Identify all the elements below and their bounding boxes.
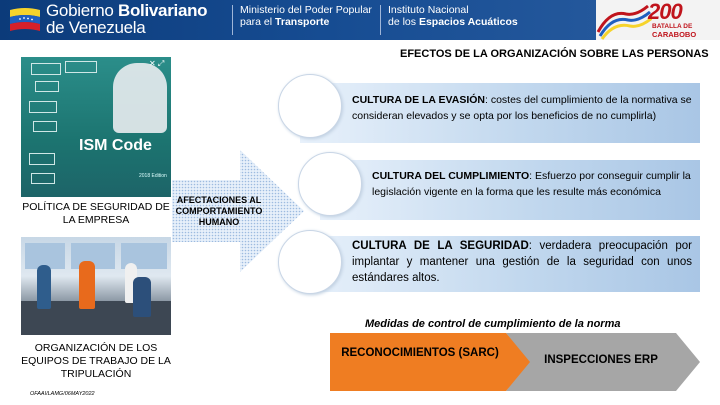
logo-year: 200 bbox=[648, 0, 682, 24]
recognitions-chevron bbox=[330, 333, 530, 391]
recognitions-label: RECONOCIMIENTOS (SARC) bbox=[341, 347, 499, 359]
ism-edition: 2018 Edition bbox=[139, 173, 167, 179]
inspections-label: INSPECCIONES ERP bbox=[544, 354, 658, 366]
culture-safety-text: CULTURA DE LA SEGURIDAD: verdadera preocupación por implantar y mantener una gestión de la seguridad con unos estándares altos. bbox=[352, 240, 692, 284]
page-title: EFECTOS DE LA ORGANIZACIÓN SOBRE LAS PERSONAS bbox=[400, 48, 709, 60]
ism-code-title: ISM Code bbox=[79, 137, 152, 154]
logo-line1: BATALLA DE bbox=[652, 23, 693, 30]
venezuela-flag-icon bbox=[8, 6, 42, 34]
arrow-label: AFECTACIONES AL COMPORTAMIENTO HUMANO bbox=[175, 195, 263, 227]
ministry-name: Ministerio del Poder Popular para el Transporte bbox=[240, 4, 372, 28]
culture-evasion-text: CULTURA DE LA EVASIÓN: costes del cumplimiento de la normativa se consideran elevados y se opta por los beneficios de no cumplirla) bbox=[352, 94, 692, 122]
flag-swoosh-icon bbox=[596, 0, 652, 40]
header-divider bbox=[380, 5, 381, 35]
caption-safety-policy: POLÍTICA DE SEGURIDAD DE LA EMPRESA bbox=[22, 201, 170, 226]
caption-crew-organization: ORGANIZACIÓN DE LOS EQUIPOS DE TRABAJO DE LA TRIPULACIÓN bbox=[21, 342, 171, 380]
culture-compliance-text: CULTURA DEL CUMPLIMIENTO: Esfuerzo por conseguir cumplir la legislación vigente en la forma que les resulte más económica bbox=[372, 170, 691, 198]
government-name-line2: de Venezuela bbox=[46, 18, 146, 37]
header-banner bbox=[0, 0, 720, 40]
government-name-line1: Gobierno Bolivariano bbox=[46, 1, 208, 20]
culture-circle bbox=[278, 230, 342, 294]
footer-reference: OFAAI/LAMG/06MAY2022 bbox=[30, 391, 95, 397]
culture-circle bbox=[278, 74, 342, 138]
institute-name: Instituto Nacional de los Espacios Acuáticos bbox=[388, 4, 518, 28]
culture-circle bbox=[298, 152, 362, 216]
logo-line2: CARABOBO bbox=[652, 30, 697, 39]
expand-icon: ✕ ⤢ bbox=[149, 59, 165, 68]
measures-title: Medidas de control de cumplimiento de la norma bbox=[365, 318, 621, 330]
bridge-crew-image bbox=[21, 237, 171, 335]
ism-code-cover-image bbox=[21, 57, 171, 197]
header-divider bbox=[232, 5, 233, 35]
